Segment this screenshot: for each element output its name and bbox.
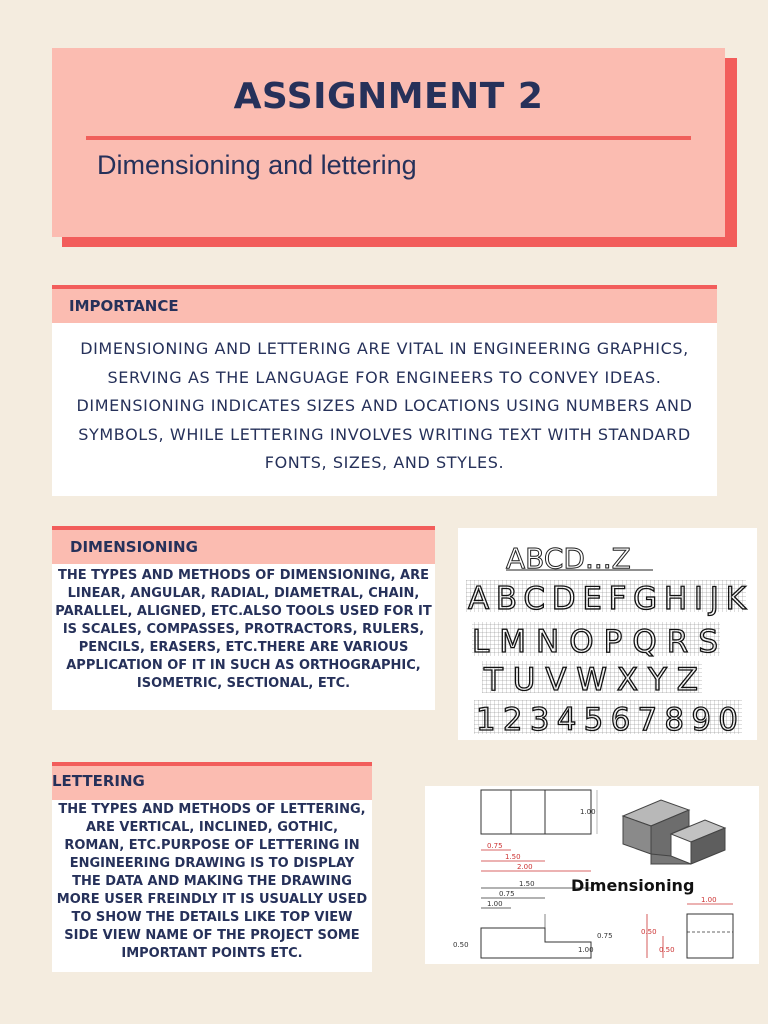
lettering-body: THE TYPES AND METHODS OF LETTERING, ARE VERTICAL, INCLINED, GOTHIC, ROMAN, ETC.PURPOSE OF LETTERING IN ENGINEERING DRAWING IS TO DISPLAY THE DATA AND MAKING THE DRAWING MORE USER FREINDLY IT IS USUALLY USED TO SHOW THE DETAILS LIKE TOP VIEW SIDE VIEW NAME OF THE PROJECT SOME IMPORTANT POINTS ETC.	[56, 802, 368, 961]
dimensioning-body: THE TYPES AND METHODS OF DIMENSIONING, ARE LINEAR, ANGULAR, RADIAL, DIAMETRAL, CHAIN, PARALLEL, ALIGNED, ETC.ALSO TOOLS USED FOR IT IS SCALES, COMPASSES, PROTRACTORS, RULERS, PENCILS, ERASERS, ETC.THERE ARE VARIOUS APPLICATION OF IT IN SUCH AS ORTHOGRAPHIC, ISOMETRIC, SECTIONAL, ETC.	[55, 568, 432, 691]
dimensioning-heading: DIMENSIONING	[70, 538, 198, 556]
dimensioning-illustration	[425, 786, 759, 964]
lettering-figure	[458, 528, 757, 740]
lettering-row-3: TUVWXYZ	[484, 662, 698, 698]
dim-label: 0.50	[453, 941, 469, 949]
dim-label: 1.50	[519, 880, 535, 888]
lettering-header	[52, 762, 372, 800]
dimensioning-header	[52, 526, 435, 564]
dim-label: 1.00	[487, 900, 503, 908]
lettering-heading: LETTERING	[52, 772, 145, 790]
lettering-sample: ABCD...Z	[506, 542, 631, 575]
importance-body: DIMENSIONING AND LETTERING ARE VITAL IN ENGINEERING GRAPHICS, SERVING AS THE LANGUAGE FOR ENGINEERS TO CONVEY IDEAS. DIMENSIONING INDICATES SIZES AND LOCATIONS USING NUMBERS AND SYMBOLS, WHILE LETTERING INVOLVES WRITING TEXT WITH STANDARD FONTS, SIZES, AND STYLES.	[76, 339, 693, 472]
lettering-illustration	[458, 528, 757, 740]
dim-label: 0.75	[487, 842, 503, 850]
importance-header	[52, 285, 717, 323]
dim-label: 1.00	[701, 896, 717, 904]
title-divider	[86, 136, 691, 140]
title-card	[52, 48, 725, 237]
importance-heading: IMPORTANCE	[69, 297, 179, 315]
dim-label: 0.75	[499, 890, 515, 898]
lettering-row-4: 1234567890	[476, 702, 738, 738]
dim-label: 0.50	[659, 946, 675, 954]
dim-label: 0.50	[641, 928, 657, 936]
lettering-row-2: LMNOPQRS	[472, 624, 718, 660]
dim-label: 1.00	[580, 808, 596, 816]
dim-label: 0.75	[597, 932, 613, 940]
lettering-row-1: ABCDEFGHIJK	[468, 581, 746, 617]
dimensioning-caption: Dimensioning	[571, 876, 695, 895]
page-title: ASSIGNMENT 2	[233, 76, 544, 117]
page-subtitle: Dimensioning and lettering	[97, 150, 417, 180]
dim-label: 1.00	[578, 946, 594, 954]
dim-label: 2.00	[517, 863, 533, 871]
dim-label: 1.50	[505, 853, 521, 861]
dimensioning-figure	[425, 786, 759, 964]
